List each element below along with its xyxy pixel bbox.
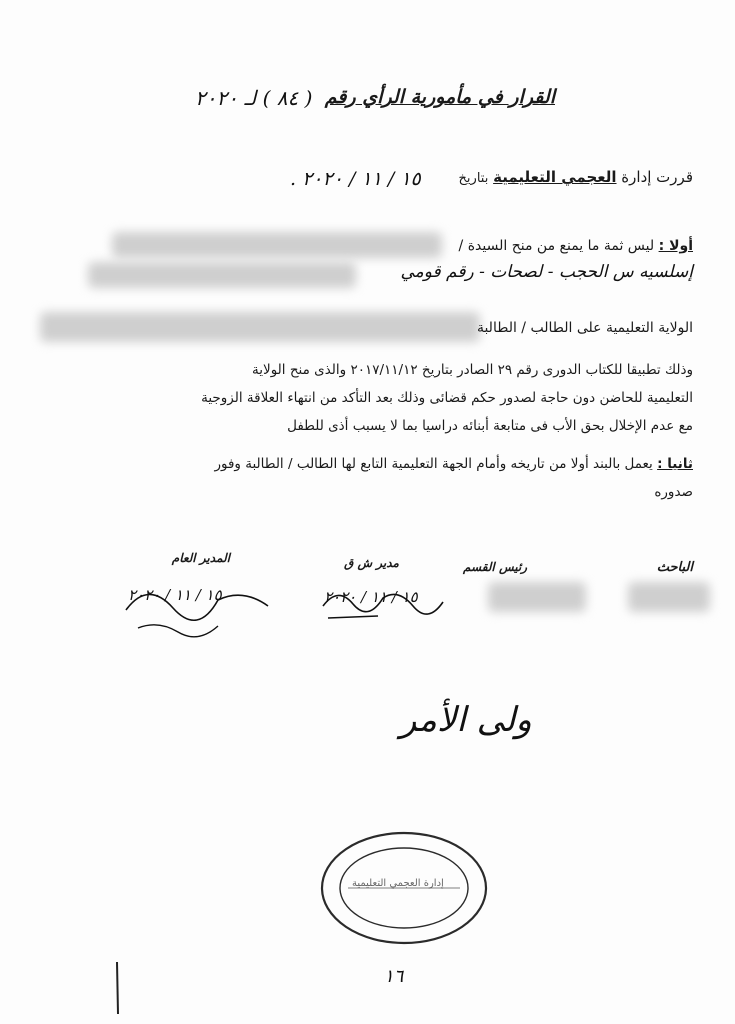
page-number: ١٦	[384, 966, 404, 987]
redacted-section-head-signature	[488, 582, 586, 612]
second-clause	[214, 456, 693, 472]
sig-label-general-director: المدير العام	[171, 551, 230, 565]
first-text: ليس ثمة ما يمنع من منح السيدة /	[458, 238, 655, 254]
sig-label-director-sh: مدير ش ق	[343, 556, 399, 570]
body-line-2: التعليمية للحاضن دون حاجة لصدور حكم قضائى وذلك بعد التأكد من انتهاء العلاقة الزوجية	[201, 390, 693, 406]
signature-date-general-director: ١٥ / ١١ / ٢٠٢٠	[128, 586, 222, 604]
body-line-1: وذلك تطبيقا للكتاب الدورى رقم ٢٩ الصادر بتاريخ ٢٠١٧/١١/١٢ والذى منح الولاية	[252, 362, 693, 378]
margin-stroke	[112, 960, 122, 1016]
redacted-researcher-signature	[628, 582, 710, 612]
redacted-student-name	[40, 312, 480, 342]
date-label: بتاريخ	[458, 171, 489, 186]
stamp-text: إدارة العجمي التعليمية	[352, 878, 444, 889]
decision-prefix: قررت إدارة	[621, 168, 693, 186]
page-title: القرار في مأمورية الرأي رقم	[324, 86, 555, 108]
signature-date-director: ١٥ / ١١ / ٢٠٢٠	[324, 588, 418, 606]
first-clause	[459, 238, 693, 254]
title-handwritten-number: ( ٨٤ ) لـ ٢٠٢٠	[195, 86, 313, 110]
sig-label-researcher: الباحث	[656, 560, 693, 575]
decision-line	[459, 168, 693, 186]
second-label: ثانيا :	[657, 456, 693, 472]
second-text: يعمل بالبند أولا من تاريخه وأمام الجهة التعليمية التابع لها الطالب / الطالبة وفور	[214, 456, 653, 472]
first-label: أولا :	[658, 238, 693, 254]
signature-scribble-director	[318, 576, 448, 636]
redacted-text	[112, 232, 442, 258]
first-line2: الولاية التعليمية على الطالب / الطالبة	[476, 320, 693, 336]
admin-name: العجمي التعليمية	[493, 168, 617, 186]
signature-scribble-general-director	[118, 570, 278, 650]
redacted-id-number	[88, 262, 356, 288]
handwritten-name: إسلسيه س الحجب - لصحات - رقم قومي	[400, 262, 693, 282]
decision-date-handwritten: ١٥ / ١١ / ٢٠٢٠ .	[290, 168, 421, 190]
sig-label-section-head: رئيس القسم	[463, 560, 527, 574]
handwritten-guardian-note: ولى الأمر	[400, 700, 532, 740]
second-clause-line2: صدوره	[654, 484, 693, 500]
body-line-3: مع عدم الإخلال بحق الأب فى متابعة أبنائه دراسيا بما لا يسبب أذى للطفل	[287, 418, 693, 434]
